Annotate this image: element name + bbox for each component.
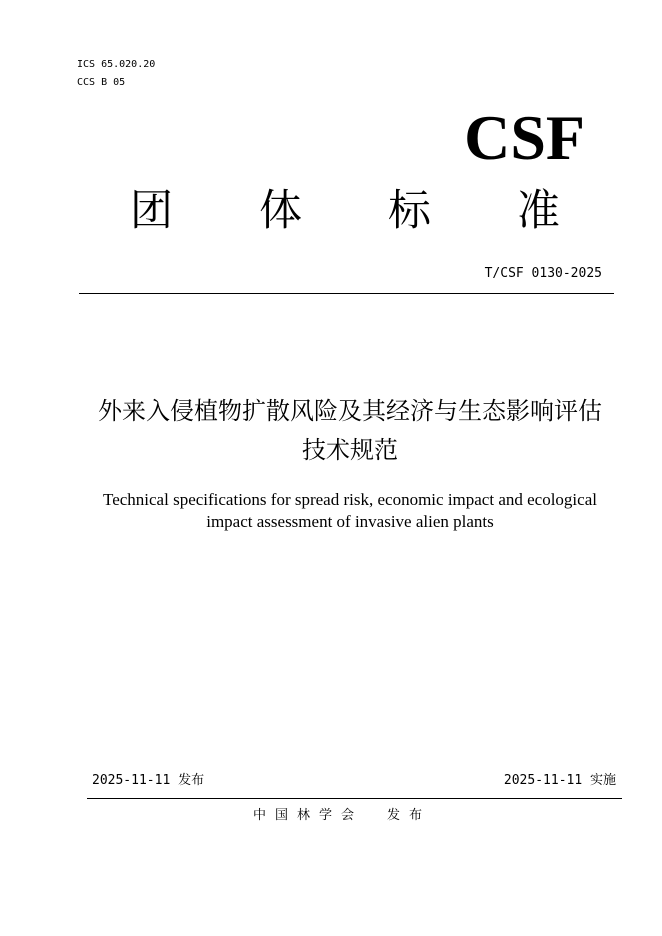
bottom-divider [87,798,622,799]
standard-type-char: 体 [259,186,302,236]
title-english-line: Technical specifications for spread risk, economic impact and ecological [103,490,597,509]
publisher-line [253,807,431,824]
implementation-date: 2025-11-11 实施 [503,773,616,788]
standard-type-char: 准 [517,186,560,236]
standard-number: T/CSF 0130-2025 [484,266,602,281]
title-chinese-line: 外来入侵植物扩散风险及其经济与生态影响评估 [98,397,602,425]
title-english [60,489,640,533]
ccs-code: CCS B 05 [77,77,126,88]
title-chinese [60,392,640,470]
top-divider [79,293,614,294]
standard-type-heading [130,186,560,236]
publisher-name: 中国林学会 [253,808,364,823]
standard-type-char: 团 [130,186,173,236]
title-english-line: impact assessment of invasive alien plants [206,512,494,531]
standard-type-char: 标 [388,186,431,236]
title-chinese-line: 技术规范 [302,436,398,464]
brand-logo-text: CSF [464,102,585,173]
issue-date: 2025-11-11 发布 [92,773,205,788]
ics-code: ICS 65.020.20 [77,59,156,70]
publisher-action: 发布 [387,808,432,823]
